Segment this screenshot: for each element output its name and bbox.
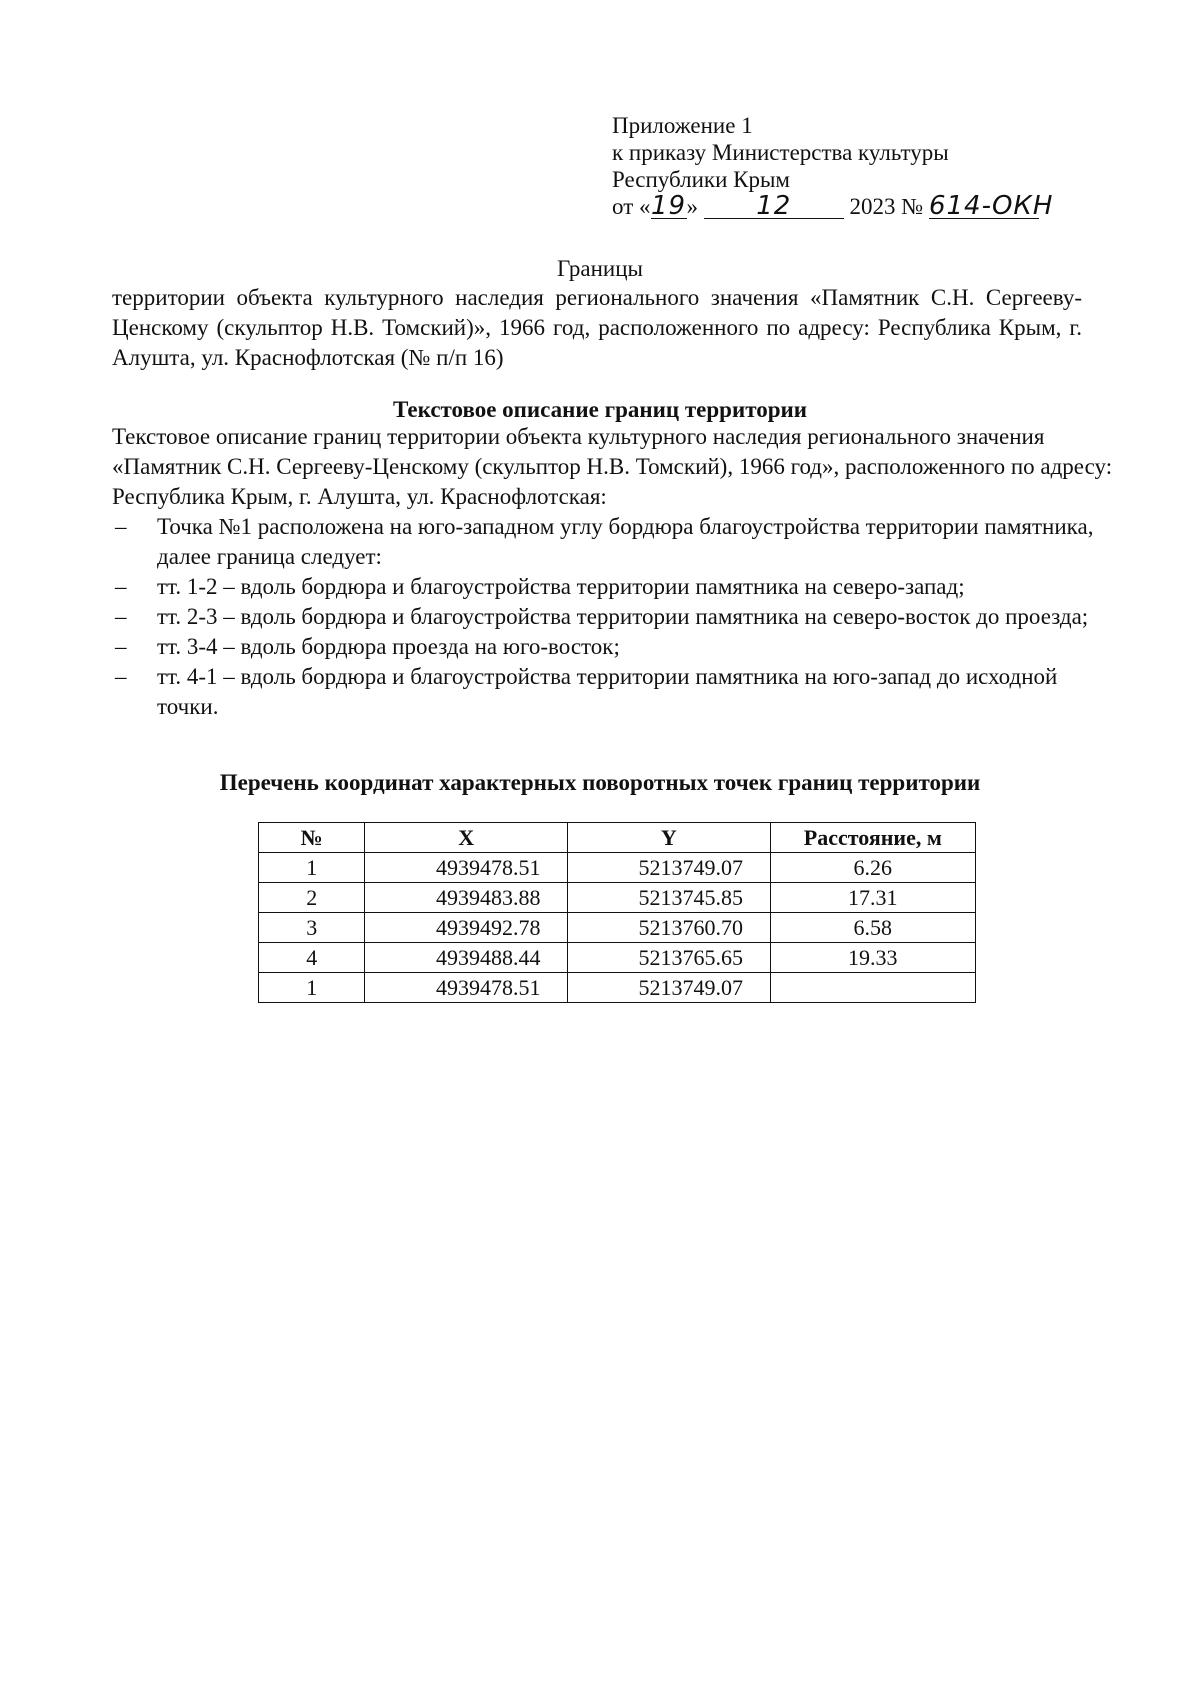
cell-distance: 6.26	[770, 853, 975, 883]
table-row	[259, 943, 976, 973]
header-x: X	[365, 823, 568, 853]
document-title: Границы	[557, 256, 643, 281]
appendix-line-3: Республики Крым	[612, 167, 790, 192]
list-item	[112, 602, 1122, 632]
handwritten-day: 19	[650, 191, 687, 221]
description-block	[112, 422, 1122, 722]
cell-y: 5213749.07	[568, 973, 771, 1003]
section-title: Текстовое описание границ территории	[392, 397, 808, 422]
dash-marker: –	[115, 514, 127, 539]
appendix-header	[612, 112, 1054, 221]
list-item	[112, 662, 1122, 722]
dash-marker: –	[115, 664, 127, 689]
date-prefix: от «	[612, 194, 651, 219]
boundary-list	[112, 512, 1122, 722]
date-mid: »	[686, 194, 698, 219]
header-number: №	[259, 823, 365, 853]
cell-x: 4939492.78	[365, 913, 568, 943]
cell-number: 4	[259, 943, 365, 973]
handwritten-order-number: 614-ОКН	[928, 191, 1054, 221]
table-header-row	[259, 823, 976, 853]
appendix-line-1: Приложение 1	[612, 113, 753, 138]
cell-x: 4939483.88	[365, 883, 568, 913]
cell-x: 4939478.51	[365, 853, 568, 883]
handwritten-month: 12	[704, 194, 844, 219]
cell-y: 5213749.07	[568, 853, 771, 883]
coordinates-table	[258, 822, 976, 1003]
table-row	[259, 883, 976, 913]
list-item-text: тт. 3-4 – вдоль бордюра проезда на юго-восток;	[157, 634, 620, 659]
cell-distance: 6.58	[770, 913, 975, 943]
cell-y: 5213765.65	[568, 943, 771, 973]
list-item-text: тт. 4-1 – вдоль бордюра и благоустройства территории памятника на юго-запад до исходной точки.	[157, 664, 1058, 719]
cell-number: 1	[259, 853, 365, 883]
table-title: Перечень координат характерных поворотных точек границ территории	[219, 770, 981, 795]
description-paragraph: Текстовое описание границ территории объекта культурного наследия регионального значения «Памятник С.Н. Сергееву-Ценскому (скульптор Н.В. Томский), 1966 год», расположенного по адресу: Республика Крым, г. Алушта, ул. Краснофлотская:	[112, 424, 1113, 509]
list-item	[112, 572, 1122, 602]
year-and-number-label: 2023 №	[849, 194, 924, 219]
dash-marker: –	[115, 604, 127, 629]
cell-number: 1	[259, 973, 365, 1003]
cell-distance	[770, 973, 975, 1003]
cell-number: 3	[259, 913, 365, 943]
dash-marker: –	[115, 574, 127, 599]
header-y: Y	[568, 823, 771, 853]
table-row	[259, 913, 976, 943]
cell-y: 5213745.85	[568, 883, 771, 913]
order-date-line	[612, 191, 1054, 221]
list-item	[112, 512, 1122, 572]
list-item-text: Точка №1 расположена на юго-западном углу бордюра благоустройства территории памятника, далее граница следует:	[157, 514, 1094, 569]
table-row	[259, 853, 976, 883]
cell-distance: 17.31	[770, 883, 975, 913]
cell-distance: 19.33	[770, 943, 975, 973]
list-item-text: тт. 1-2 – вдоль бордюра и благоустройства территории памятника на северо-запад;	[157, 574, 965, 599]
header-distance: Расстояние, м	[770, 823, 975, 853]
list-item-text: тт. 2-3 – вдоль бордюра и благоустройства территории памятника на северо-восток до проезда;	[157, 604, 1089, 629]
list-item	[112, 632, 1122, 662]
cell-x: 4939488.44	[365, 943, 568, 973]
cell-y: 5213760.70	[568, 913, 771, 943]
appendix-line-2: к приказу Министерства культуры	[612, 140, 949, 165]
dash-marker: –	[115, 634, 127, 659]
table-row	[259, 973, 976, 1003]
cell-x: 4939478.51	[365, 973, 568, 1003]
cell-number: 2	[259, 883, 365, 913]
document-subtitle: территории объекта культурного наследия регионального значения «Памятник С.Н. Сергееву-Ценскому (скульптор Н.В. Томский)», 1966 год, расположенного по адресу: Республика Крым, г. Алушта, ул. Краснофлотская (№ п/п 16)	[112, 285, 1082, 370]
